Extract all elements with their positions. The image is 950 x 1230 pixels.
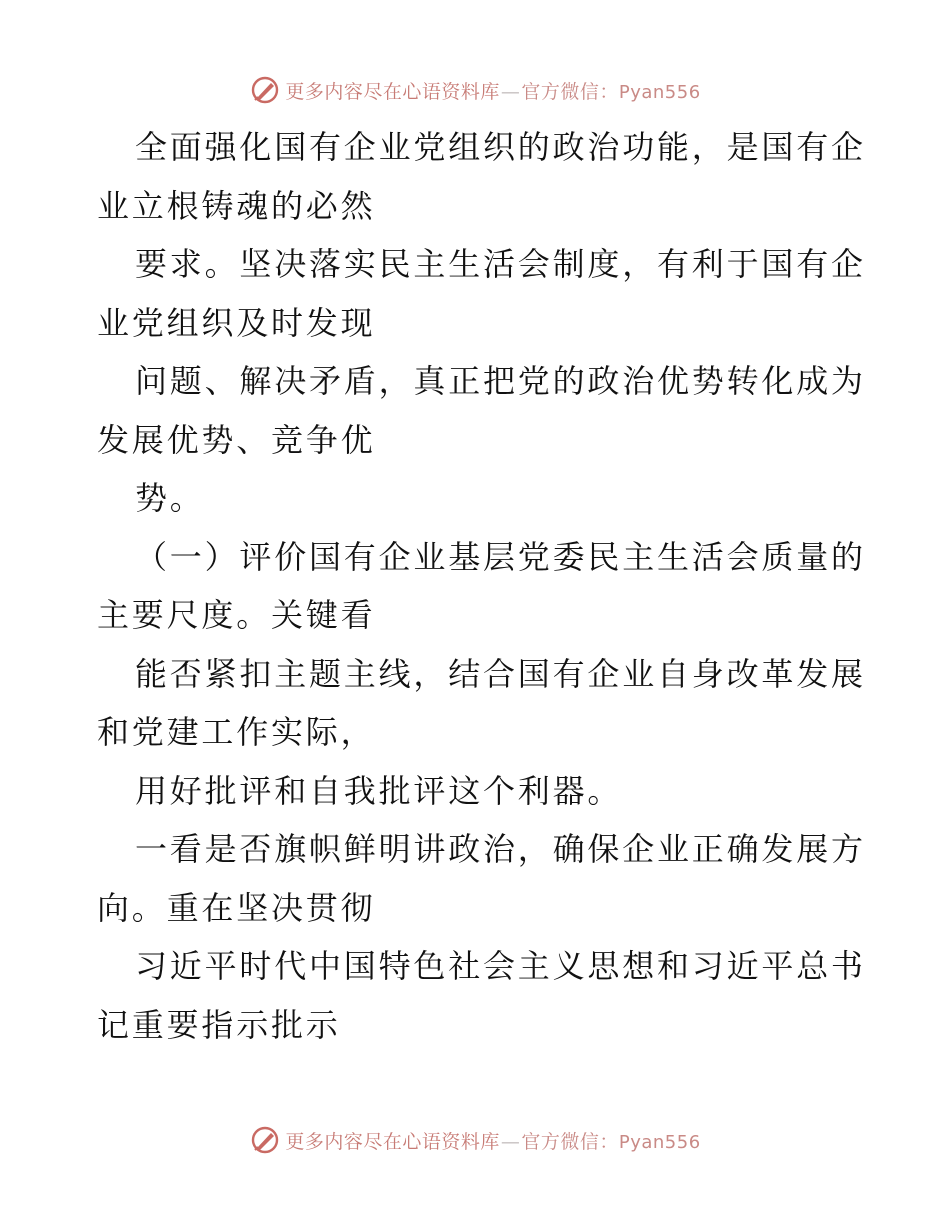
watermark-account-id: Pyan556 <box>618 1131 701 1153</box>
text-line: 势。 <box>135 479 205 517</box>
watermark-text <box>285 1127 700 1154</box>
watermark-brand: 更多内容尽在心语资料库 <box>285 80 500 103</box>
text-line: 问题、解决矛盾，真正把党的政治优势转化成为 <box>135 362 866 400</box>
quill-circle-icon <box>249 74 281 106</box>
text-line: 记重要指示批示 <box>97 1005 341 1044</box>
watermark-brand: 更多内容尽在心语资料库 <box>285 1130 500 1153</box>
text-line: 能否紧扣主题主线，结合国有企业自身改革发展 <box>135 654 866 693</box>
text-line: 用好批评和自我批评这个利器。 <box>135 771 623 810</box>
watermark-text <box>285 77 700 104</box>
header-watermark <box>0 72 950 108</box>
watermark-separator: — <box>500 80 521 103</box>
text-line: 业立根铸魂的必然 <box>97 186 376 225</box>
text-line: 和党建工作实际， <box>97 713 376 751</box>
text-line: （一）评价国有企业基层党委民主生活会质量的 <box>135 537 866 576</box>
text-line: 习近平时代中国特色社会主义思想和习近平总书 <box>135 947 866 985</box>
text-line: 全面强化国有企业党组织的政治功能，是国有企 <box>135 128 866 166</box>
watermark-account-label: 官方微信： <box>521 80 619 103</box>
watermark-account-id: Pyan556 <box>618 81 701 103</box>
text-line: 要求。坚决落实民主生活会制度，有利于国有企 <box>135 245 866 283</box>
text-line: 一看是否旗帜鲜明讲政治，确保企业正确发展方 <box>135 830 866 868</box>
document-body <box>97 118 866 1054</box>
text-line: 发展优势、竞争优 <box>97 420 376 459</box>
footer-watermark <box>0 1122 950 1158</box>
text-line: 业党组织及时发现 <box>97 303 376 342</box>
watermark-account-label: 官方微信： <box>521 1130 619 1153</box>
text-line: 主要尺度。关键看 <box>97 596 376 634</box>
quill-circle-icon <box>249 1124 281 1156</box>
text-line: 向。重在坚决贯彻 <box>97 888 376 927</box>
watermark-separator: — <box>500 1130 521 1153</box>
